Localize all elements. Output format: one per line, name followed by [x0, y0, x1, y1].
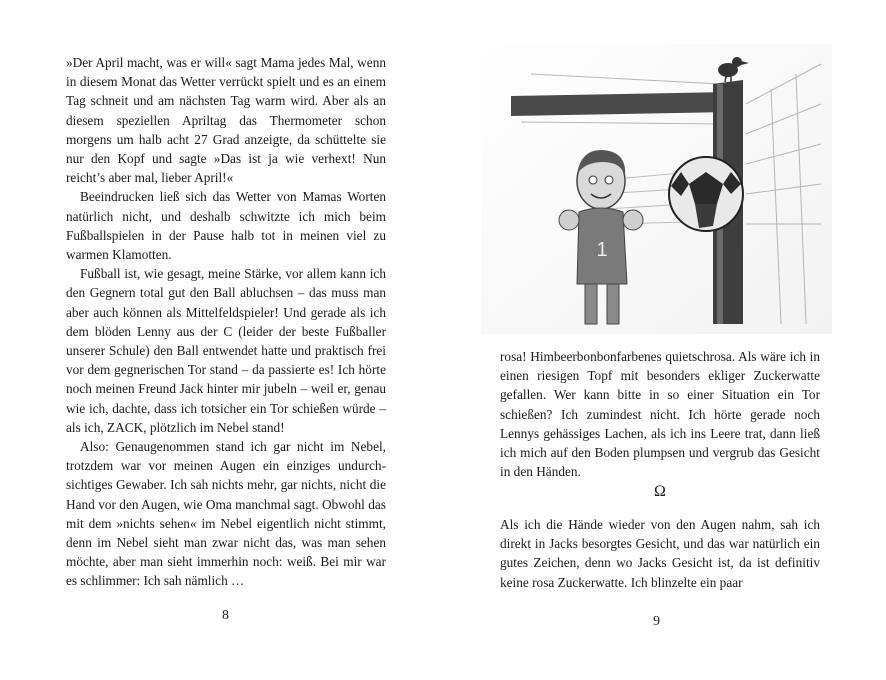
illustration [481, 44, 832, 334]
football-icon [669, 157, 743, 231]
right-body-text-top [500, 347, 820, 481]
page-number: 8 [222, 608, 229, 623]
section-break-ornament: Ω [654, 483, 666, 500]
paragraph: Als ich die Hände wieder von den Augen nahm, sah ich direkt in Jacks besorgtes Gesicht, und das war natürlich ein gutes Zeichen, denn wo Jacks Gesicht ist, da ist definitiv keine rosa Zuckerwatte. Ich blinzelte ein paar [500, 517, 820, 590]
left-body-text [66, 53, 386, 591]
paragraph: Beeindrucken ließ sich das Wetter von Mamas Worten natürlich nicht, und deshalb schwitzte ich mich beim Fußballspielen in der Pause halb tot in meinen viel zu warmen Klamotten. [66, 189, 386, 263]
shirt-number: 1 [596, 239, 608, 261]
right-page [443, 0, 886, 680]
goal-crossbar [511, 92, 731, 116]
paragraph: Fußball ist, wie gesagt, meine Stärke, vor allem kann ich den Gegnern total gut den Ball abluchsen – das muss man aber auch können als Mittelfeldspieler! Und gerade als ich dem blöden Lenny aus der C (leider der beste Fußballer unserer Schule) den Ball entwendet hatte und praktisch frei vor dem gegnerischen Tor stand – da passierte es! Ich hörte noch meinen Freund Jack hinter mir jubeln – weil er, genau wie ich, dachte, dass ich totsicher ein Tor schießen würde – als ich, ZACK, plötzlich im Nebel stand! [66, 266, 386, 435]
page-number: 9 [653, 614, 660, 629]
paragraph: rosa! Himbeerbonbonfarbenes quietschrosa. Als wäre ich in einen riesigen Topf mit besonders ekliger Zuckerwatte gefallen. Wer kann bitte in so einer Situation ein Tor schießen? Ich zumindest nicht. Ich hörte gerade noch Lennys gehässiges Lachen, als ich ins Leere trat, dann ließ ich mich auf den Boden plumpsen und vergrub das Gesicht in den Händen. [500, 349, 820, 480]
paragraph: Also: Genaugenommen stand ich gar nicht im Nebel, trotzdem war vor meinen Augen ein einziges undurchsichtiges Gewaber. Ich sah nichts mehr, gar nichts, nicht die Hand vor den Augen, wie Oma manchmal sagt. Obwohl das mit dem »nichts sehen« im Nebel eigentlich nicht stimmt, denn im Nebel sieht man zwar nicht das, was man sehen möchte, aber man sieht immerhin noch: weiß. Bei mir war es schlimmer: Ich sah nämlich … [66, 439, 386, 589]
paragraph: »Der April macht, was er will« sagt Mama jedes Mal, wenn in diesem Monat das Wetter verrückt spielt und es an einem Tag schneit und am nächsten Tag warm wird. Aber als an diesem speziellen Apriltag das Thermometer schon morgens um halb acht 27 Grad anzeigte, da schüttelte sie nur den Kopf und sagte »Das ist ja wie verhext! Nun reicht’s aber mal, lieber April!« [66, 55, 386, 186]
right-body-text-bottom [500, 515, 820, 592]
